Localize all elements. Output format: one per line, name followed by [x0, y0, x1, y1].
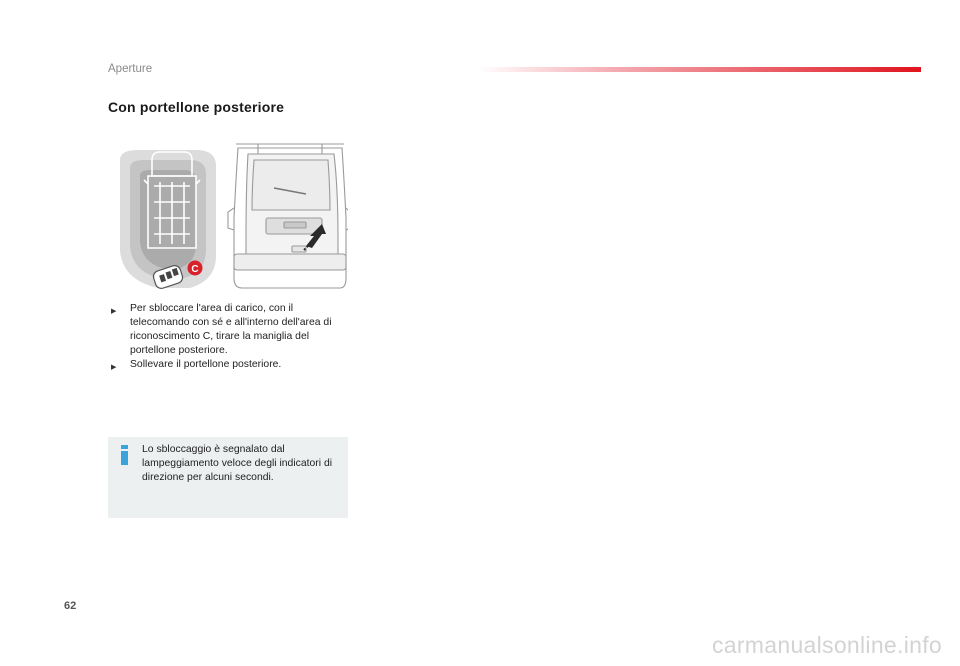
section-title: Con portellone posteriore — [108, 99, 285, 115]
arrow-bullet-icon: ▶ — [111, 308, 117, 315]
van-rear-view — [228, 144, 348, 288]
illustration — [108, 138, 348, 305]
watermark: carmanualsonline.info — [711, 632, 942, 658]
callout-c-label: C — [191, 264, 199, 275]
chapter-accent-bar — [478, 67, 921, 72]
instruction-list — [108, 302, 353, 372]
instruction-text: Per sbloccare l'area di carico, con il telecomando con sé e all'interno dell'area di riconoscimento C, tirare la maniglia del portellone posteriore. — [130, 303, 332, 356]
instruction-step — [108, 358, 353, 372]
instruction-step — [108, 302, 353, 358]
van-rear-illustration — [108, 138, 348, 300]
instruction-text: Sollevare il portellone posteriore. — [130, 359, 282, 370]
page-number: 62 — [64, 600, 77, 612]
chapter-title: Aperture — [108, 63, 153, 75]
arrow-bullet-icon: ▶ — [111, 364, 117, 371]
info-note — [108, 437, 348, 518]
info-icon — [121, 445, 128, 465]
info-note-text: Lo sbloccaggio è segnalato dal lampeggiamento veloce degli indicatori di direzione per alcuni secondi. — [142, 444, 333, 483]
